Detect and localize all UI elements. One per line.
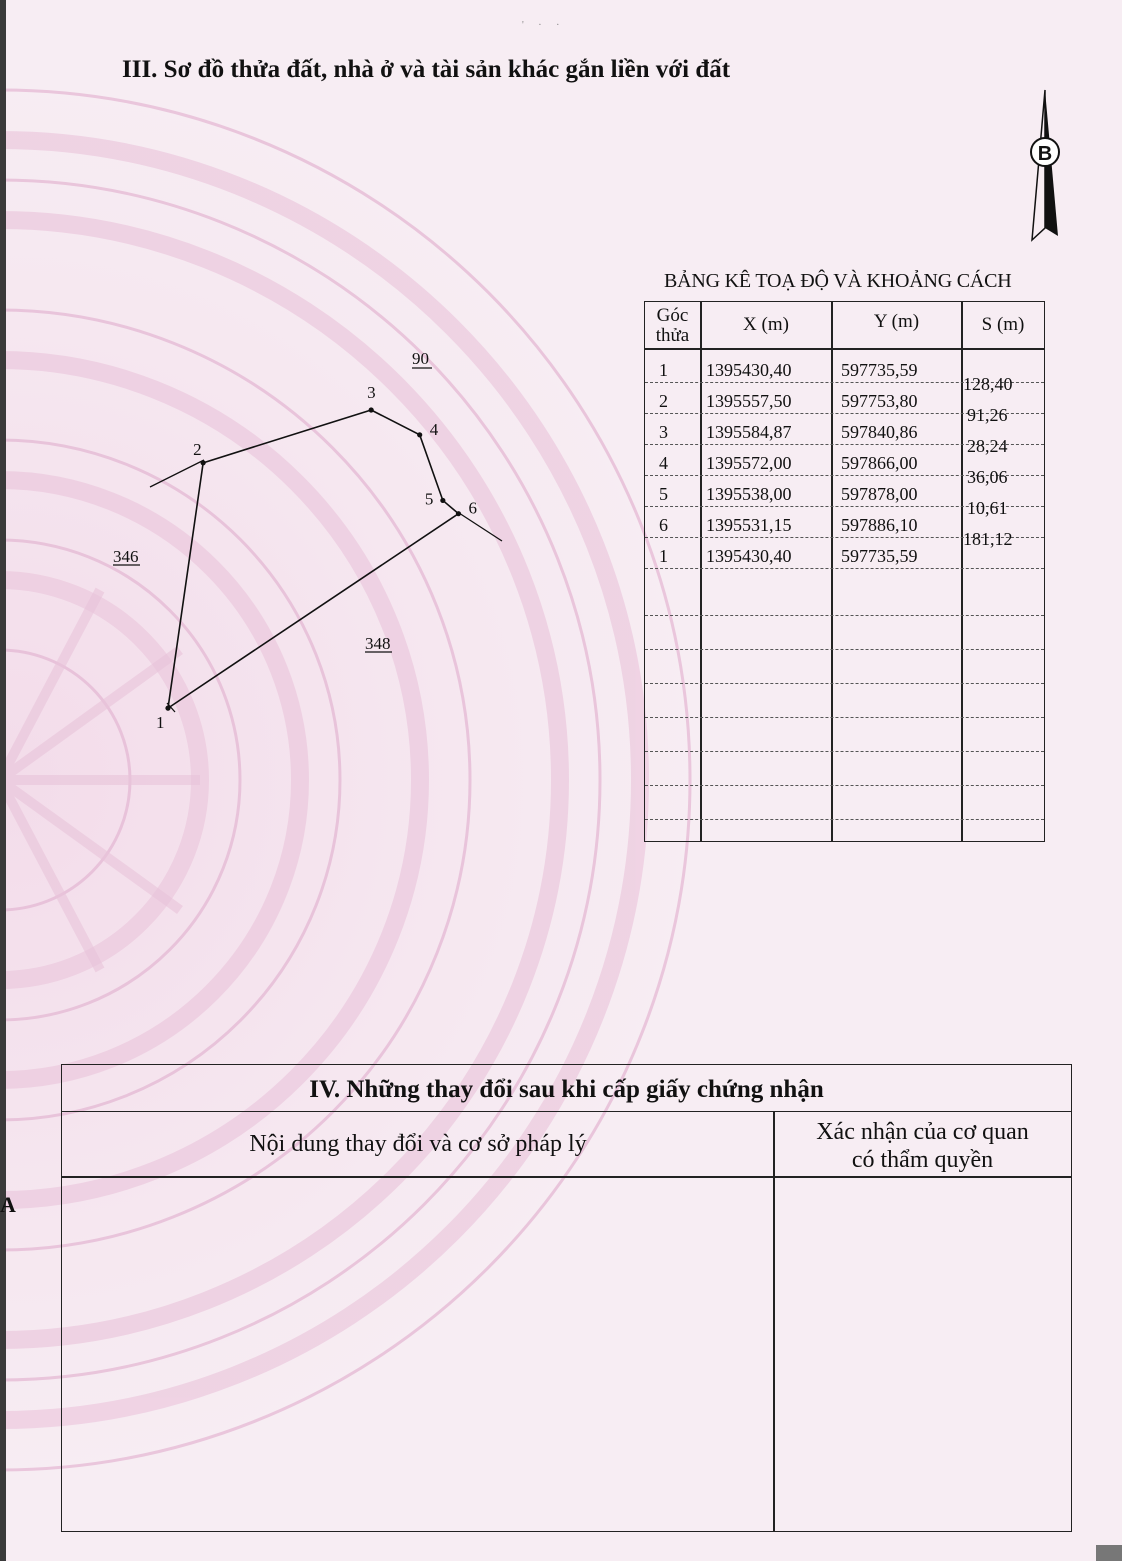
parcel-boundary [168, 410, 458, 708]
vertex-label: 2 [193, 439, 202, 459]
vertex-label: 1 [156, 713, 165, 733]
y-value: 597840,86 [841, 422, 918, 442]
north-label: B [1037, 143, 1053, 165]
section4-right-header [774, 1112, 1071, 1176]
vertex-marker [165, 706, 170, 711]
vertex-label: 6 [468, 498, 477, 518]
distance-value: 28,24 [967, 436, 1008, 456]
empty-row [645, 717, 1044, 718]
empty-row [645, 785, 1044, 786]
section4-header-divider [62, 1176, 1071, 1178]
vertex-marker [456, 511, 461, 516]
section4-right-header-line1: Xác nhận của cơ quan [816, 1119, 1029, 1145]
empty-row [645, 819, 1044, 820]
parcel-diagram [100, 330, 550, 750]
table-header-divider [645, 348, 1044, 350]
header-corner-line1: Góc [656, 305, 689, 326]
distance-value: 181,12 [963, 529, 1013, 549]
header-x: X (m) [743, 314, 789, 335]
empty-row [645, 683, 1044, 684]
section4-right-header-line2: có thẩm quyền [851, 1147, 994, 1173]
vertex-label: 3 [367, 383, 376, 402]
neighbor-parcel-west: 346 [113, 547, 139, 566]
corner-index: 1 [659, 546, 668, 566]
neighbor-parcel-north: 90 [412, 349, 429, 368]
scan-corner [1096, 1545, 1122, 1561]
coord-table-title: BẢNG KÊ TOẠ ĐỘ VÀ KHOẢNG CÁCH [664, 270, 1012, 292]
corner-index: 1 [659, 360, 668, 380]
x-value: 1395531,15 [706, 515, 792, 535]
section4-table [61, 1064, 1072, 1532]
header-y: Y (m) [873, 311, 920, 332]
vertex-marker [440, 498, 445, 503]
corner-index: 5 [659, 484, 668, 504]
scan-edge [0, 0, 6, 1561]
north-arrow-icon [1020, 88, 1070, 243]
vertex-label: 5 [424, 489, 434, 509]
y-value: 597735,59 [841, 360, 918, 380]
distance-value: 36,06 [967, 467, 1008, 487]
empty-row [645, 649, 1044, 650]
boundary-extension-6 [459, 513, 502, 541]
header-corner-line2: thửa [655, 325, 690, 346]
y-value: 597866,00 [841, 453, 918, 473]
header-s: S (m) [981, 314, 1025, 335]
distance-value: 128,40 [963, 374, 1013, 394]
vertex-marker [369, 407, 374, 412]
x-value: 1395538,00 [706, 484, 792, 504]
coord-table [644, 301, 1045, 842]
empty-row [645, 615, 1044, 616]
margin-letter: A [0, 1192, 16, 1217]
distance-value: 10,61 [967, 498, 1008, 518]
x-value: 1395584,87 [706, 422, 792, 442]
distance-value: 91,26 [967, 405, 1008, 425]
y-value: 597886,10 [841, 515, 918, 535]
y-value: 597735,59 [841, 546, 918, 566]
neighbor-parcel-south: 348 [365, 634, 391, 653]
section3-title: III. Sơ đồ thửa đất, nhà ở và tài sản khác gắn liền với đất [122, 56, 731, 83]
section4-column-divider [773, 1112, 775, 1531]
vertex-label: 4 [429, 419, 439, 439]
corner-index: 6 [659, 515, 668, 535]
scan-marks: ' · · [522, 20, 566, 31]
vertex-marker [201, 460, 206, 465]
x-value: 1395572,00 [706, 453, 792, 473]
x-value: 1395430,40 [706, 360, 792, 380]
y-value: 597878,00 [841, 484, 918, 504]
corner-index: 2 [659, 391, 668, 411]
section4-title: IV. Những thay đổi sau khi cấp giấy chứng nhận [62, 1065, 1071, 1112]
y-value: 597753,80 [841, 391, 918, 411]
corner-index: 4 [659, 453, 668, 473]
empty-row [645, 751, 1044, 752]
header-corner [645, 306, 700, 346]
boundary-extension-2 [150, 460, 204, 487]
x-value: 1395557,50 [706, 391, 792, 411]
section4-left-header: Nội dung thay đổi và cơ sở pháp lý [249, 1131, 587, 1157]
corner-index: 3 [659, 422, 668, 442]
x-value: 1395430,40 [706, 546, 792, 566]
vertex-marker [417, 432, 422, 437]
